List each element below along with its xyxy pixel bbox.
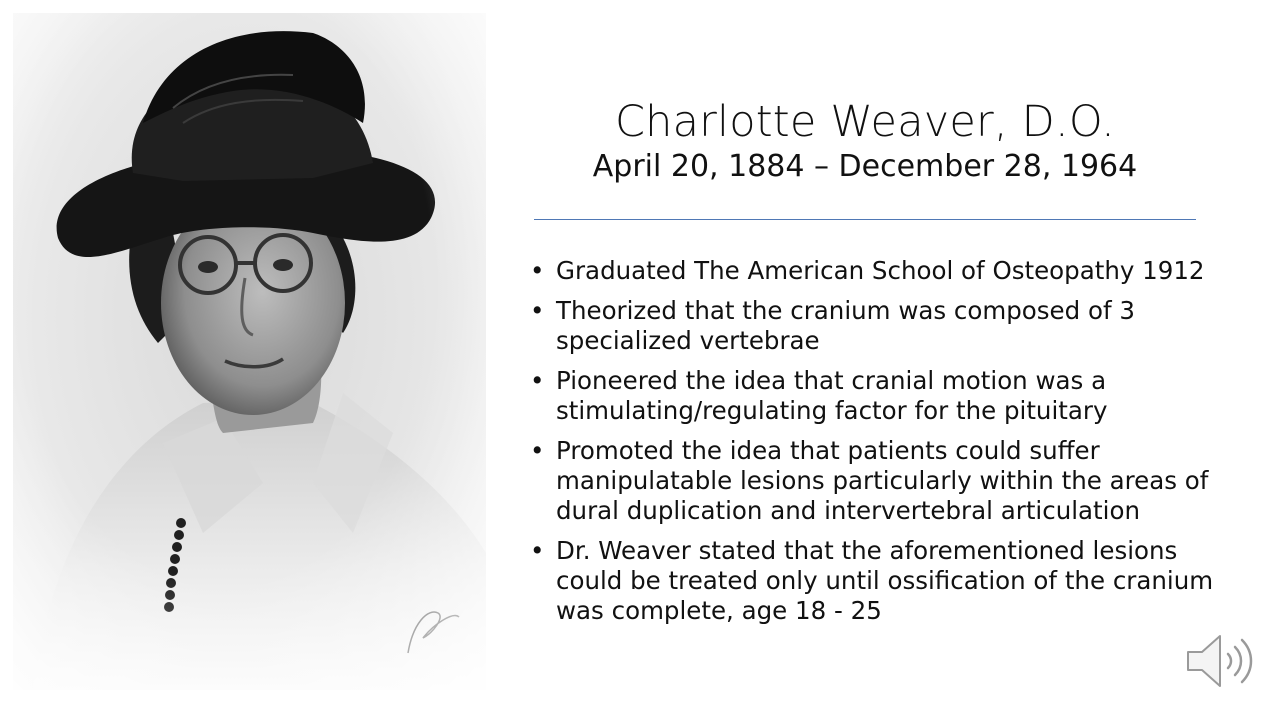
bullet-text: Promoted the idea that patients could suffer manipulatable lesions particularly within the areas of dural duplication and intervertebral articulation (556, 436, 1209, 525)
bullet-icon: • (530, 256, 545, 285)
bullet-list (530, 256, 1250, 636)
list-item (530, 296, 1250, 356)
bullet-icon: • (530, 296, 545, 325)
slide-title: Charlotte Weaver, D.O. (614, 97, 1116, 147)
bullet-text: Theorized that the cranium was composed of 3 specialized vertebrae (556, 296, 1135, 355)
title-block (534, 96, 1196, 186)
bullet-icon: • (530, 536, 545, 565)
bullet-text: Dr. Weaver stated that the aforementioned lesions could be treated only until ossification of the cranium was complete, age 18 - 25 (556, 536, 1214, 625)
bullet-icon: • (530, 366, 545, 395)
audio-speaker-icon[interactable] (1184, 630, 1260, 692)
list-item (530, 256, 1250, 286)
bullet-text: Pioneered the idea that cranial motion was a stimulating/regulating factor for the pituitary (556, 366, 1108, 425)
slide-subtitle: April 20, 1884 – December 28, 1964 (592, 149, 1138, 184)
portrait-photo (13, 13, 486, 690)
bullet-icon: • (530, 436, 545, 465)
list-item (530, 436, 1250, 526)
title-divider (534, 219, 1196, 220)
list-item (530, 536, 1250, 626)
bullet-text: Graduated The American School of Osteopathy 1912 (556, 256, 1205, 285)
list-item (530, 366, 1250, 426)
